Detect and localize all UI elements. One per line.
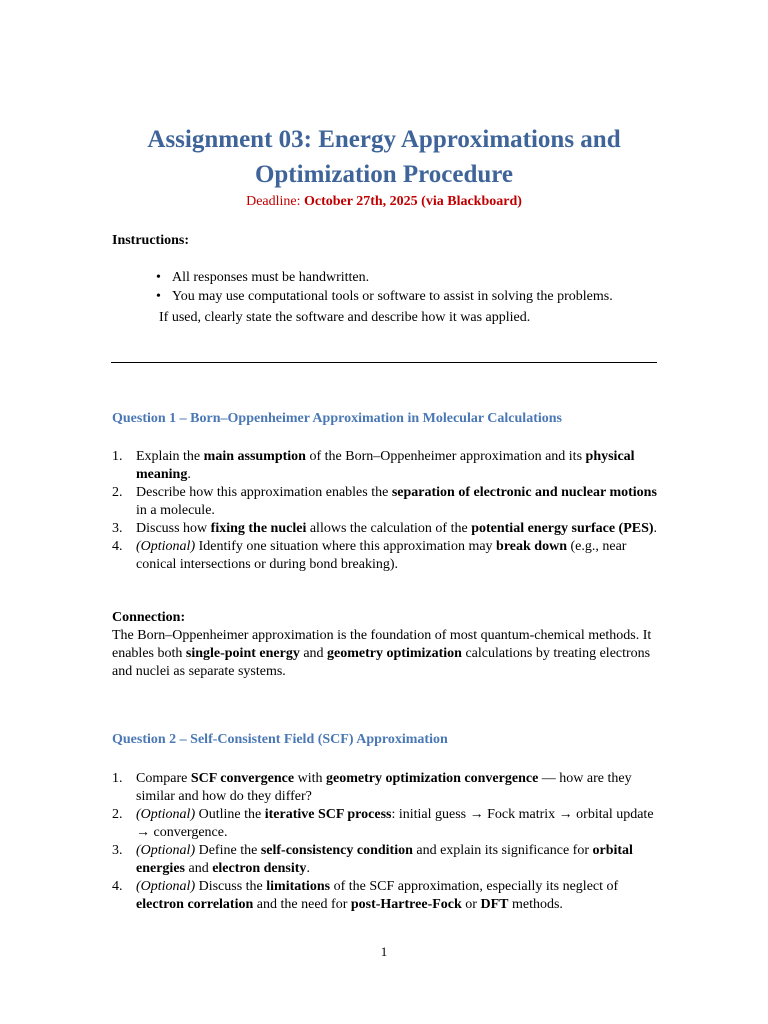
question-2-heading: Question 2 – Self-Consistent Field (SCF) Approximation: [112, 732, 448, 747]
list-item: • You may use computational tools or software to assist in solving the problems.: [156, 287, 613, 306]
deadline: [0, 192, 768, 212]
section-divider: [111, 362, 657, 363]
instructions-note: If used, clearly state the software and describe how it was applied.: [159, 310, 531, 325]
deadline-label: Deadline:: [246, 194, 304, 209]
question-2-item-4: 4. (Optional) Discuss the limitations of the SCF approximation, especially its neglect of electron correlation and the need for post-Hartree-Fock or DFT methods.: [112, 879, 619, 912]
question-1-item-4: 4. (Optional) Identify one situation where this approximation may break down (e.g., near conical intersections or during bond breaking).: [112, 539, 627, 572]
question-1-list: [112, 448, 658, 574]
question-1-item-3: 3. Discuss how fixing the nuclei allows the calculation of the potential energy surface (PES).: [112, 521, 658, 536]
question-2-item-2: 2. (Optional) Outline the iterative SCF process: initial guess → Fock matrix → orbital update → convergence.: [112, 807, 654, 840]
page-number: 1: [380, 944, 388, 959]
question-1-heading: Question 1 – Born–Oppenheimer Approximation in Molecular Calculations: [112, 411, 562, 426]
assignment-title: [0, 122, 768, 192]
deadline-value: October 27th, 2025 (via Blackboard): [304, 194, 522, 209]
title-line-1: Assignment 03: Energy Approximations and: [147, 126, 621, 153]
question-2-item-3: 3. (Optional) Define the self-consistency condition and explain its significance for orbital energies and electron density.: [112, 843, 633, 876]
question-2-list: [112, 770, 658, 914]
instructions-heading: Instructions:: [112, 233, 190, 248]
instructions-list: [156, 268, 613, 306]
question-1-item-2: 2. Describe how this approximation enables the separation of electronic and nuclear motions in a molecule.: [112, 485, 657, 518]
title-line-2: Optimization Procedure: [254, 161, 514, 188]
list-item: • All responses must be handwritten.: [156, 268, 613, 287]
connection-heading: Connection:: [112, 610, 186, 625]
question-2-item-1: 1. Compare SCF convergence with geometry optimization convergence — how are they similar and how do they differ?: [112, 771, 632, 804]
question-1-item-1: 1. Explain the main assumption of the Born–Oppenheimer approximation and its physical meaning.: [112, 449, 635, 482]
connection-text: The Born–Oppenheimer approximation is the foundation of most quantum-chemical methods. It enables both single-point energy and geometry optimization calculations by treating electrons and nuclei as separate systems.: [112, 628, 652, 679]
